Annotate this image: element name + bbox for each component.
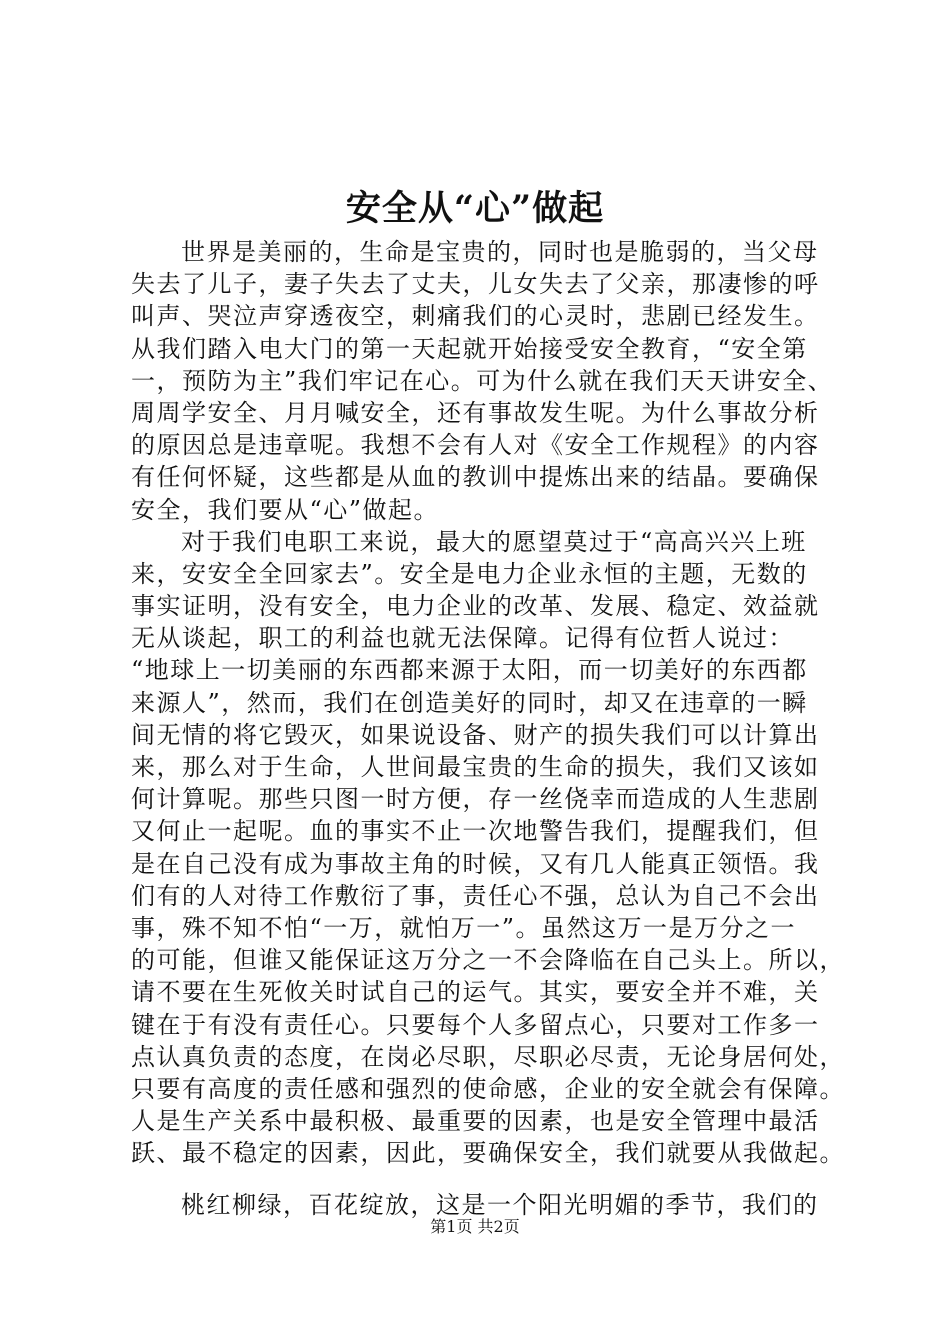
- text-line: 从我们踏入电大门的第一天起就开始接受安全教育，“安全第: [131, 334, 808, 363]
- text-line: 间无情的将它毁灭，如果说设备、财产的损失我们可以计算出: [131, 720, 820, 749]
- text-line: 人是生产关系中最积极、最重要的因素，也是安全管理中最活: [131, 1107, 820, 1136]
- text-line: 桃红柳绿，百花绽放，这是一个阳光明媚的季节，我们的: [181, 1191, 819, 1220]
- text-line: 叫声、哭泣声穿透夜空，刺痛我们的心灵时，悲剧已经发生。: [131, 302, 820, 331]
- text-line: 们有的人对待工作敷衍了事，责任心不强，总认为自己不会出: [131, 881, 820, 910]
- text-line: 一，预防为主”我们牢记在心。可为什么就在我们天天讲安全、: [131, 366, 834, 395]
- text-line: 来源人”，然而，我们在创造美好的同时，却又在违章的一瞬: [131, 688, 808, 717]
- text-line: 是在自己没有成为事故主角的时候，又有几人能真正领悟。我: [131, 849, 820, 878]
- text-line: 无从谈起，职工的利益也就无法保障。记得有位哲人说过：: [131, 624, 794, 653]
- paragraph-1: [131, 236, 843, 526]
- text-line: 事，殊不知不怕“一万，就怕万一”。虽然这万一是万分之一: [131, 913, 797, 942]
- text-line: 点认真负责的态度，在岗必尽职，尽职必尽责，无论身居何处，: [131, 1042, 845, 1071]
- paragraph-2: [131, 526, 843, 1170]
- text-line: 有任何怀疑，这些都是从血的教训中提炼出来的结晶。要确保: [131, 463, 820, 492]
- text-line: 只要有高度的责任感和强烈的使命感，企业的安全就会有保障。: [131, 1074, 845, 1103]
- paragraph-gap: [131, 1169, 843, 1189]
- text-line: 失去了儿子，妻子失去了丈夫，儿女失去了父亲，那凄惨的呼: [131, 270, 820, 299]
- text-line: 的可能，但谁又能保证这万分之一不会降临在自己头上。所以，: [131, 946, 845, 975]
- text-line: 对于我们电职工来说，最大的愿望莫过于“高高兴兴上班: [181, 527, 807, 556]
- text-line: 何计算呢。那些只图一时方便，存一丝侥幸而造成的人生悲剧: [131, 785, 820, 814]
- text-line: 请不要在生死攸关时试自己的运气。其实，要安全并不难，关: [131, 978, 820, 1007]
- text-line: 的原因总是违章呢。我想不会有人对《安全工作规程》的内容: [131, 431, 820, 460]
- text-line: “地球上一切美丽的东西都来源于太阳，而一切美好的东西都: [131, 656, 808, 685]
- text-line: 又何止一起呢。血的事实不止一次地警告我们，提醒我们，但: [131, 817, 820, 846]
- text-line: 事实证明，没有安全，电力企业的改革、发展、稳定、效益就: [131, 592, 820, 621]
- page-title: 安全从“心”做起: [345, 188, 605, 229]
- text-line: 键在于有没有责任心。只要每个人多留点心，只要对工作多一: [131, 1010, 820, 1039]
- text-line: 来，那么对于生命，人世间最宝贵的生命的损失，我们又该如: [131, 753, 820, 781]
- text-line: 安全，我们要从“心”做起。: [131, 495, 440, 524]
- document-body: [131, 236, 843, 1222]
- text-line: 跃、最不稳定的因素，因此，要确保安全，我们就要从我做起。: [131, 1139, 845, 1168]
- text-line: 来，安安全全回家去”。安全是电力企业永恒的主题，无数的: [131, 559, 808, 588]
- page-footer: 第1页 共2页: [430, 1217, 520, 1236]
- text-line: 周周学安全、月月喊安全，还有事故发生呢。为什么事故分析: [131, 398, 820, 427]
- text-line: 世界是美丽的，生命是宝贵的，同时也是脆弱的，当父母: [181, 238, 819, 266]
